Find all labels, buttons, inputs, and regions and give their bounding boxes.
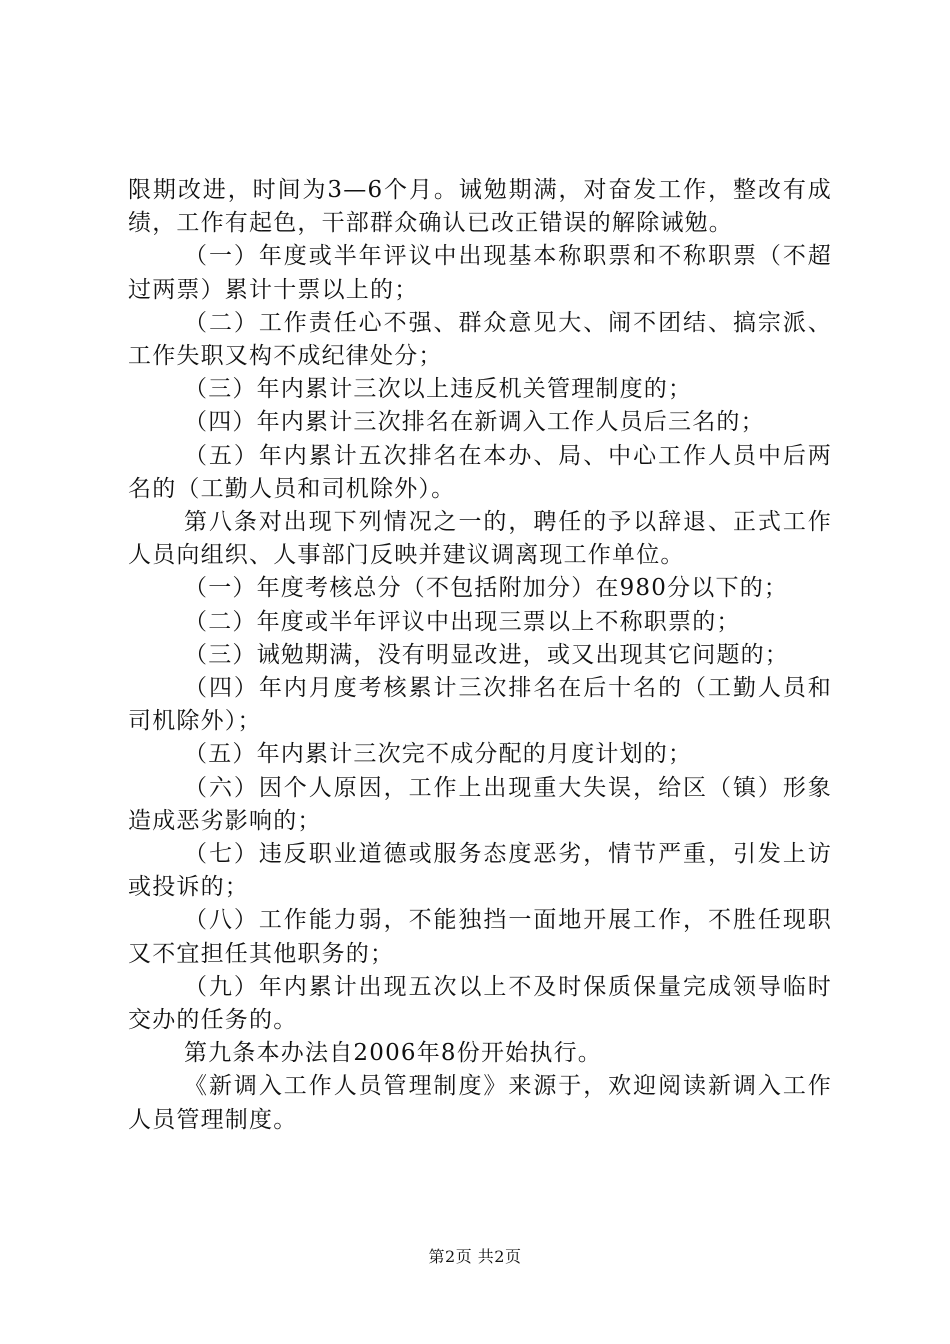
paragraph: （二）工作责任心不强、群众意见大、闹不团结、搞宗派、工作失职又构不成纪律处分；: [128, 309, 832, 370]
paragraph: （二）年度或半年评议中出现三票以上不称职票的；: [184, 608, 741, 635]
paragraph: （五）年内累计五次排名在本办、局、中心工作人员中后两名的（工勤人员和司机除外）。: [128, 442, 832, 502]
paragraph: （四）年内月度考核累计三次排名在后十名的（工勤人员和司机除外）；: [128, 675, 832, 735]
paragraph: （七）违反职业道德或服务态度恶劣，情节严重，引发上访或投诉的；: [128, 841, 832, 901]
paragraph: （一）年度考核总分（不包括附加分）在980分以下的；: [184, 575, 789, 602]
document-body: [128, 174, 832, 1137]
paragraph: 《新调入工作人员管理制度》来源于，欢迎阅读新调入工作人员管理制度。: [128, 1073, 832, 1133]
paragraph: （六）因个人原因，工作上出现重大失误，给区（镇）形象造成恶劣影响的；: [128, 774, 832, 834]
paragraph: （五）年内累计三次完不成分配的月度计划的；: [184, 741, 693, 768]
paragraph: （三）年内累计三次以上违反机关管理制度的；: [184, 376, 693, 403]
paragraph: （一）年度或半年评议中出现基本称职票和不称职票（不超过两票）累计十票以上的；: [128, 243, 832, 303]
paragraph: （九）年内累计出现五次以上不及时保质保量完成领导临时交办的任务的。: [128, 973, 832, 1034]
paragraph: （三）诫勉期满，没有明显改进，或又出现其它问题的；: [184, 641, 789, 668]
paragraph: （四）年内累计三次排名在新调入工作人员后三名的；: [184, 409, 765, 436]
paragraph: （八）工作能力弱，不能独挡一面地开展工作，不胜任现职又不宜担任其他职务的；: [128, 907, 832, 967]
paragraph: 限期改进，时间为3—6个月。诫勉期满，对奋发工作，整改有成绩，工作有起色，干部群众确认已改正错误的解除诫勉。: [128, 177, 832, 237]
page-number-footer: 第2页 共2页: [428, 1247, 522, 1266]
paragraph: 第八条对出现下列情况之一的，聘任的予以辞退、正式工作人员向组织、人事部门反映并建议调离现工作单位。: [128, 509, 832, 569]
paragraph: 第九条本办法自2006年8份开始执行。: [184, 1040, 602, 1067]
